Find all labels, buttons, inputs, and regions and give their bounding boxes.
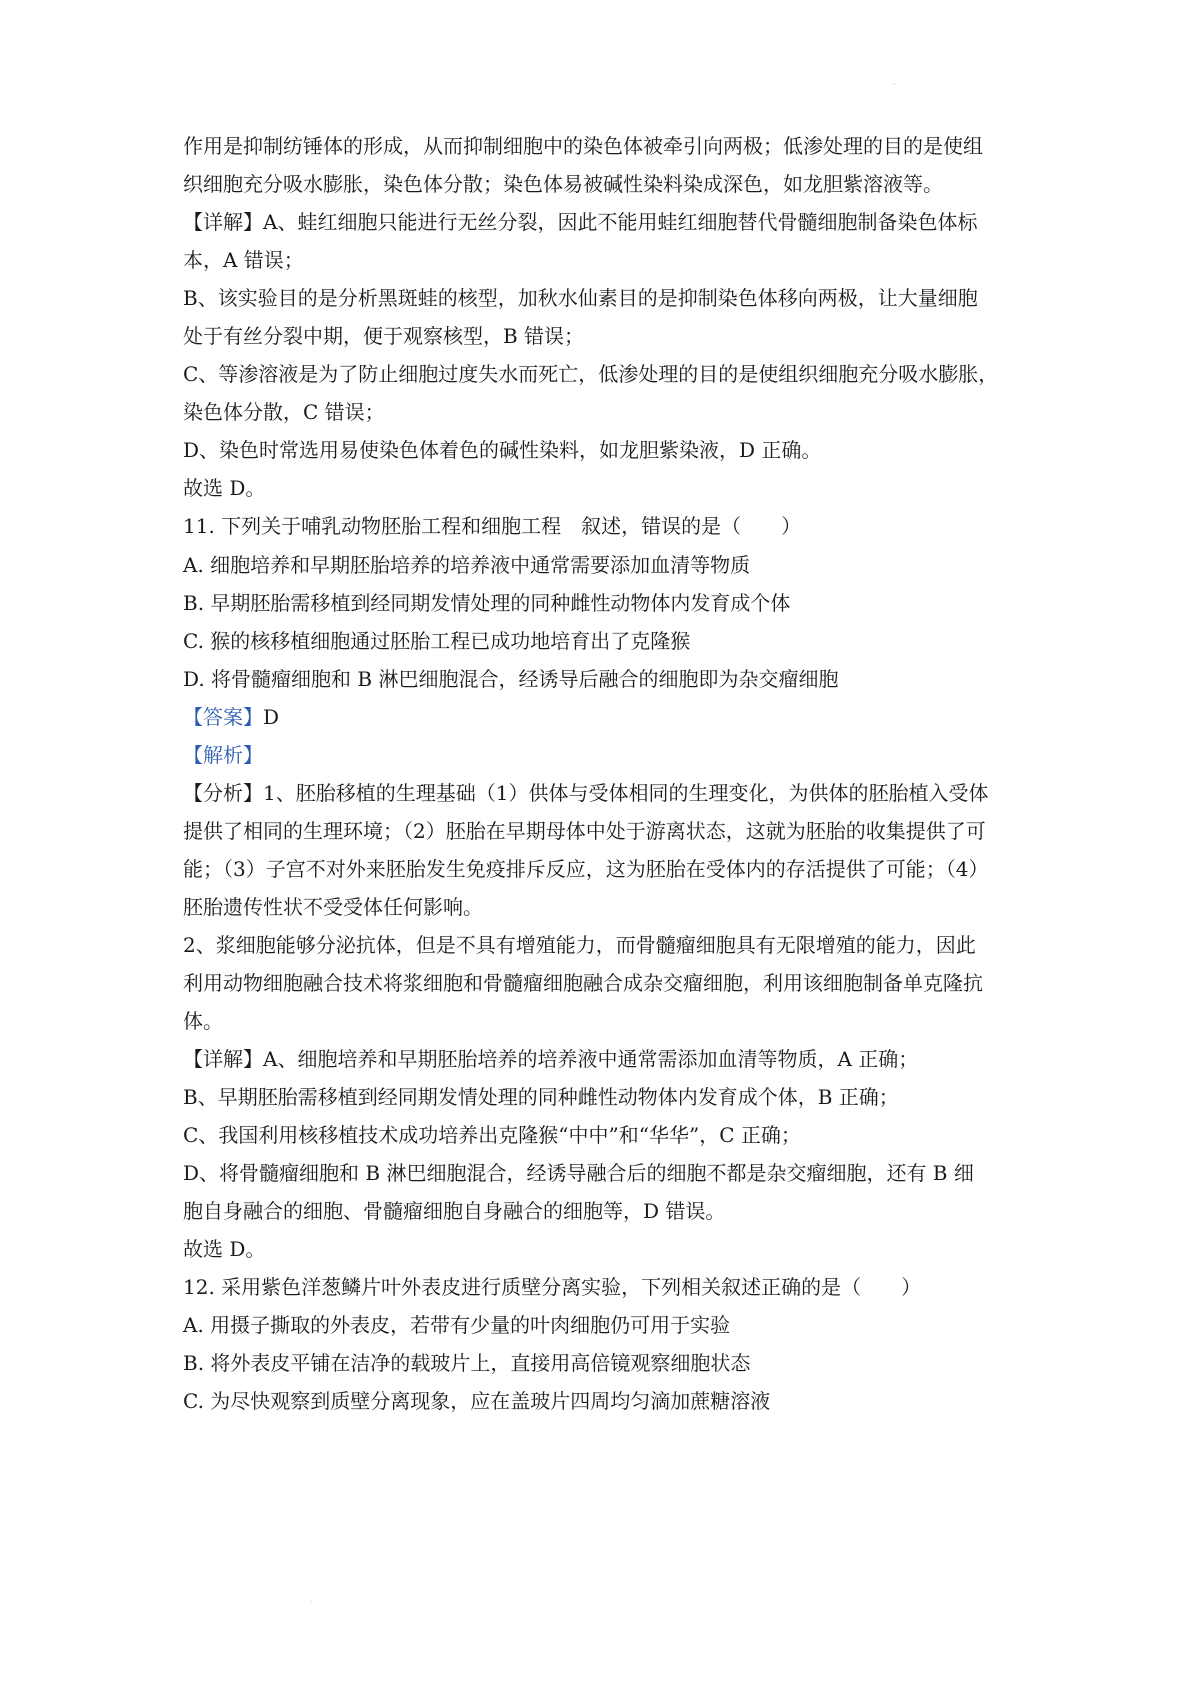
text-line-l25: [183, 1045, 1063, 1073]
text-segment: 【详解】A、蛙红细胞只能进行无丝分裂，因此不能用蛙红细胞替代骨髓细胞制备染色体标: [183, 210, 978, 234]
text-segment: 【详解】A、细胞培养和早期胚胎培养的培养液中通常需添加血清等物质，A 正确；: [183, 1047, 919, 1071]
text-line-l14: [183, 627, 1063, 655]
section-tag: 【答案】: [183, 705, 263, 729]
text-segment: C. 为尽快观察到质壁分离现象，应在盖玻片四周均匀滴加蔗糖溶液: [183, 1389, 771, 1413]
text-segment: 【分析】1、胚胎移植的生理基础（1）供体与受体相同的生理变化，为供体的胚胎植入受体: [183, 781, 989, 805]
text-line-l11: [183, 512, 1063, 540]
text-segment: 12. 采用紫色洋葱鳞片叶外表皮进行质壁分离实验，下列相关叙述正确的是（ ）: [183, 1275, 922, 1299]
text-segment: A. 用摄子撕取的外表皮，若带有少量的叶肉细胞仍可用于实验: [183, 1313, 731, 1337]
text-line-l10: [183, 474, 1063, 502]
text-segment: 织细胞充分吸水膨胀，染色体分散；染色体易被碱性染料染成深色，如龙胆紫溶液等。: [183, 172, 943, 196]
text-line-l12: [183, 551, 1063, 579]
text-segment: 作用是抑制纺锤体的形成，从而抑制细胞中的染色体被牵引向两极；低渗处理的目的是使组: [183, 134, 983, 158]
text-line-l31: [183, 1273, 1063, 1301]
text-line-l17: [183, 741, 1063, 769]
text-line-l27: [183, 1121, 1063, 1149]
text-line-l16: [183, 703, 1063, 731]
text-segment: 能；（3）子宫不对外来胚胎发生免疫排斥反应，这为胚胎在受体内的存活提供了可能；（4）: [183, 857, 989, 881]
text-line-l30: [183, 1235, 1063, 1263]
text-segment: C、等渗溶液是为了防止细胞过度失水而死亡，低渗处理的目的是使组织细胞充分吸水膨胀，: [183, 362, 999, 386]
text-segment: 染色体分散，C 错误；: [183, 400, 385, 424]
text-line-l21: [183, 893, 1063, 921]
text-line-l03: [183, 208, 1063, 236]
text-segment: C. 猴的核移植细胞通过胚胎工程已成功地培育出了克隆猴: [183, 629, 691, 653]
text-segment: 故选 D。: [183, 1237, 266, 1261]
text-segment: 胞自身融合的细胞、骨髓瘤细胞自身融合的细胞等，D 错误。: [183, 1199, 726, 1223]
text-segment: 本，A 错误；: [183, 248, 304, 272]
text-segment: B、该实验目的是分析黑斑蛙的核型，加秋水仙素目的是抑制染色体移向两极，让大量细胞: [183, 286, 978, 310]
text-segment: B. 早期胚胎需移植到经同期发情处理的同种雌性动物体内发育成个体: [183, 591, 791, 615]
text-segment: D: [263, 705, 280, 729]
text-segment: 2、浆细胞能够分泌抗体，但是不具有增殖能力，而骨髓瘤细胞具有无限增殖的能力，因此: [183, 933, 976, 957]
text-segment: 体。: [183, 1009, 223, 1033]
text-line-l01: [183, 132, 1063, 160]
text-line-l02: [183, 170, 1063, 198]
text-segment: B、早期胚胎需移植到经同期发情处理的同种雌性动物体内发育成个体，B 正确；: [183, 1085, 899, 1109]
text-segment: B. 将外表皮平铺在洁净的载玻片上，直接用高倍镜观察细胞状态: [183, 1351, 751, 1375]
text-segment: 利用动物细胞融合技术将浆细胞和骨髓瘤细胞融合成杂交瘤细胞，利用该细胞制备单克隆抗: [183, 971, 983, 995]
text-segment: D、染色时常选用易使染色体着色的碱性染料，如龙胆紫染液，D 正确。: [183, 438, 822, 462]
scan-dot: ·: [893, 80, 896, 89]
text-segment: 提供了相同的生理环境；（2）胚胎在早期母体中处于游离状态，这就为胚胎的收集提供了可: [183, 819, 986, 843]
text-line-l20: [183, 855, 1063, 883]
text-line-l33: [183, 1349, 1063, 1377]
text-line-l32: [183, 1311, 1063, 1339]
text-line-l05: [183, 284, 1063, 312]
text-line-l29: [183, 1197, 1063, 1225]
text-segment: 故选 D。: [183, 476, 266, 500]
text-line-l04: [183, 246, 1063, 274]
text-segment: A. 细胞培养和早期胚胎培养的培养液中通常需要添加血清等物质: [183, 553, 751, 577]
text-line-l07: [183, 360, 1063, 388]
text-line-l08: [183, 398, 1063, 426]
text-segment: D. 将骨髓瘤细胞和 B 淋巴细胞混合，经诱导后融合的细胞即为杂交瘤细胞: [183, 667, 839, 691]
text-segment: 胚胎遗传性状不受受体任何影响。: [183, 895, 483, 919]
text-segment: 处于有丝分裂中期，便于观察核型，B 错误；: [183, 324, 585, 348]
text-segment: C、我国利用核移植技术成功培养出克隆猴“中中”和“华华”，C 正确；: [183, 1123, 801, 1147]
text-segment: 11. 下列关于哺乳动物胚胎工程和细胞工程 叙述，错误的是（ ）: [183, 514, 802, 538]
section-tag: 【解析】: [183, 743, 263, 767]
text-line-l26: [183, 1083, 1063, 1111]
text-line-l34: [183, 1387, 1063, 1415]
scan-dot: ·: [310, 1598, 313, 1607]
text-line-l24: [183, 1007, 1063, 1035]
text-segment: D、将骨髓瘤细胞和 B 淋巴细胞混合，经诱导融合后的细胞不都是杂交瘤细胞，还有 B 细: [183, 1161, 974, 1185]
text-line-l19: [183, 817, 1063, 845]
text-line-l15: [183, 665, 1063, 693]
text-line-l28: [183, 1159, 1063, 1187]
text-line-l13: [183, 589, 1063, 617]
text-line-l06: [183, 322, 1063, 350]
text-line-l22: [183, 931, 1063, 959]
text-line-l18: [183, 779, 1063, 807]
text-line-l23: [183, 969, 1063, 997]
text-line-l09: [183, 436, 1063, 464]
